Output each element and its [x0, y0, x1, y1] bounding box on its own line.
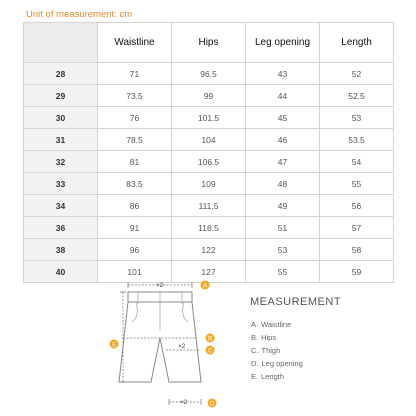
- legend-label: Leg opening: [261, 359, 303, 368]
- marker-a-label: A: [203, 282, 208, 290]
- table-cell: 106.5: [172, 151, 246, 173]
- table-cell: 86: [98, 195, 172, 217]
- legend-list: [251, 318, 303, 383]
- table-cell: 91: [98, 217, 172, 239]
- table-cell: 53.5: [320, 129, 394, 151]
- table-cell: 57: [320, 217, 394, 239]
- table-cell: 58: [320, 239, 394, 261]
- header-leg-opening: Leg opening: [246, 23, 320, 63]
- table-cell: 56: [320, 195, 394, 217]
- x2-label-leg: ×2: [180, 399, 188, 406]
- table-cell: 49: [246, 195, 320, 217]
- table-cell: 104: [172, 129, 246, 151]
- size-cell: 29: [24, 85, 98, 107]
- table-cell: 59: [320, 261, 394, 283]
- marker-b-label: B: [208, 335, 213, 343]
- header-waistline: Waistline: [98, 23, 172, 63]
- table-cell: 54: [320, 151, 394, 173]
- table-cell: 55: [320, 173, 394, 195]
- table-cell: 99: [172, 85, 246, 107]
- legend-label: Thigh: [261, 346, 281, 355]
- size-chart-table: [23, 22, 394, 283]
- legend-item: [251, 357, 303, 370]
- table-cell: 45: [246, 107, 320, 129]
- size-cell: 40: [24, 261, 98, 283]
- table-cell: 71: [98, 63, 172, 85]
- marker-d-label: D: [210, 400, 215, 408]
- table-row: [24, 173, 394, 195]
- size-cell: 31: [24, 129, 98, 151]
- legend-key: B.: [251, 333, 259, 342]
- header-hips: Hips: [172, 23, 246, 63]
- table-row: [24, 195, 394, 217]
- legend-label: Length: [261, 372, 285, 381]
- legend-key: A.: [251, 320, 259, 329]
- size-cell: 33: [24, 173, 98, 195]
- legend-label: Waistline: [261, 320, 292, 329]
- table-cell: 83.5: [98, 173, 172, 195]
- size-cell: 36: [24, 217, 98, 239]
- table-cell: 53: [320, 107, 394, 129]
- table-cell: 53: [246, 239, 320, 261]
- table-cell: 101.5: [172, 107, 246, 129]
- table-cell: 44: [246, 85, 320, 107]
- marker-e-label: E: [112, 341, 117, 349]
- table-cell: 122: [172, 239, 246, 261]
- legend-key: C.: [251, 346, 259, 355]
- table-cell: 46: [246, 129, 320, 151]
- table-cell: 76: [98, 107, 172, 129]
- size-cell: 34: [24, 195, 98, 217]
- table-cell: 81: [98, 151, 172, 173]
- legend-item: [251, 331, 303, 344]
- table-row: [24, 129, 394, 151]
- legend-item: [251, 344, 303, 357]
- table-cell: 55: [246, 261, 320, 283]
- table-cell: 52.5: [320, 85, 394, 107]
- table-row: [24, 217, 394, 239]
- table-cell: 48: [246, 173, 320, 195]
- table-cell: 51: [246, 217, 320, 239]
- table-cell: 47: [246, 151, 320, 173]
- size-cell: 38: [24, 239, 98, 261]
- x2-label-waist: ×2: [156, 282, 164, 289]
- legend-key: E.: [251, 372, 259, 381]
- shorts-outline: [100, 276, 230, 416]
- table-cell: 43: [246, 63, 320, 85]
- legend-title: MEASUREMENT: [250, 296, 342, 308]
- legend-label: Hips: [261, 333, 277, 342]
- x2-label-thigh: ×2: [178, 343, 186, 350]
- table-cell: 96.5: [172, 63, 246, 85]
- size-cell: 28: [24, 63, 98, 85]
- unit-note: Unit of measurement: cm: [26, 9, 133, 20]
- legend-item: [251, 370, 303, 383]
- legend-key: D.: [251, 359, 259, 368]
- table-cell: 96: [98, 239, 172, 261]
- size-cell: 30: [24, 107, 98, 129]
- header-length: Length: [320, 23, 394, 63]
- marker-c-label: C: [208, 347, 213, 355]
- table-cell: 73.5: [98, 85, 172, 107]
- shorts-diagram: [100, 276, 230, 416]
- legend-item: [251, 318, 303, 331]
- table-cell: 111.5: [172, 195, 246, 217]
- table-row: [24, 239, 394, 261]
- table-cell: 52: [320, 63, 394, 85]
- table-cell: 109: [172, 173, 246, 195]
- table-row: [24, 107, 394, 129]
- table-row: [24, 151, 394, 173]
- table-cell: 127: [172, 261, 246, 283]
- table-row: [24, 85, 394, 107]
- table-row: [24, 63, 394, 85]
- table-cell: 78.5: [98, 129, 172, 151]
- table-cell: 116.5: [172, 217, 246, 239]
- table-cell: 101: [98, 261, 172, 283]
- table-header-row: [24, 23, 394, 63]
- size-cell: 32: [24, 151, 98, 173]
- header-corner: [24, 23, 98, 63]
